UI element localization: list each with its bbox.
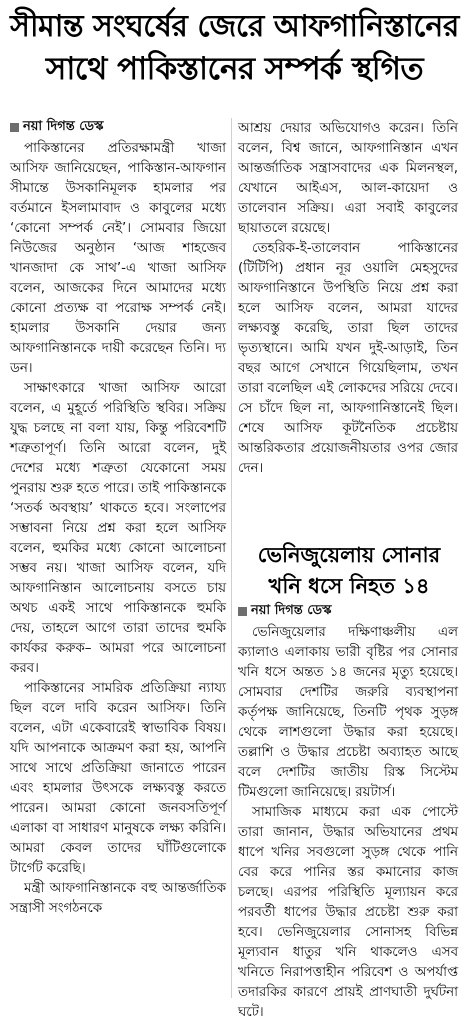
story1-byline	[10, 118, 226, 136]
byline-square-icon	[238, 607, 247, 616]
story2-byline-text: নয়া দিগন্ত ডেস্ক	[251, 603, 332, 618]
story2-byline	[238, 602, 458, 620]
main-headline-line2: সাথে পাকিস্তানের সম্পর্ক স্থগিত	[45, 51, 424, 87]
story2-headline-line1: ভেনিজুয়েলায় সোনার	[257, 543, 441, 567]
story1-paragraph: মন্ত্রী আফগানিস্তানকে বহু আন্তর্জাতিক সন্ত্রাসী সংগঠনকে	[10, 880, 226, 916]
story1-paragraph: পাকিস্তানের প্রতিরক্ষামন্ত্রী খাজা আসিফ জানিয়েছেন, পাকিস্তান-আফগান সীমান্তে উসকানিমূলক হামলার পর বর্তমানে ইসলামাবাদ ও কাবুলের মধ্যে ‘কোনো সম্পর্ক নেই’। সোমবার জিয়ো নিউজের অনুষ্ঠান ‘আজ শাহজেব খানজাদা কে সাথ’-এ খাজা আসিফ বলেন, আজকের দিনে আমাদের মধ্যে কোনো প্রত্যক্ষ বা পরোক্ষ সম্পর্ক নেই। হামলার উসকানি দেয়ার জন্য আফগানিস্তানকে দায়ী করেছেন তিনি। দ্য ডন।	[10, 140, 226, 376]
story2-paragraph: সামাজিক মাধ্যমে করা এক পোস্টে তারা জানান, উদ্ধার অভিযানের প্রথম ধাপে খনির সবগুলো সুড়ঙ্গ থেকে পানি বের করে পানির স্তর কমানোর কাজ চলছে। এরপর পরিস্থিতি মূল্যায়ন করে পরবর্তী ধাপের উদ্ধার প্রচেষ্টা শুরু করা হবে। ভেনিজুয়েলার সোনাসহ বিভিন্ন মূল্যবান ধাতুর খনি থাকলেও এসব খনিতে নিরাপত্তাহীন পরিবেশ ও অপর্যাপ্ত তদারকির কারণে প্রায়ই প্রাণঘাতী দুর্ঘটনা ঘটে।	[238, 804, 458, 1020]
story2-paragraph: ভেনিজুয়েলার দক্ষিণাঞ্চলীয় এল ক্যালাও এলাকায় ভারী বৃষ্টির পর সোনার খনি ধসে অন্তত ১৪ জনের মৃত্যু হয়েছে। সোমবার দেশটির জরুরি ব্যবস্থাপনা কর্তৃপক্ষ জানিয়েছে, তিনটি পৃথক সুড়ঙ্গ থেকে লাশগুলো উদ্ধার করা হয়েছে। তল্লাশি ও উদ্ধার প্রচেষ্টা অব্যাহত আছে বলে দেশটির জাতীয় রিস্ক সিস্টেম টিমগুলো জানিয়েছে। রয়টার্স।	[238, 624, 458, 800]
story2-headline-line2: খনি ধসে নিহত ১৪	[268, 574, 430, 598]
main-headline-line1: সীমান্ত সংঘর্ষের জেরে আফগানিস্তানের	[10, 9, 459, 44]
main-headline	[0, 6, 469, 90]
story2-body	[238, 602, 458, 1022]
story1-byline-text: নয়া দিগন্ত ডেস্ক	[23, 119, 104, 134]
story2-headline	[238, 540, 460, 602]
byline-square-icon	[10, 123, 19, 132]
story1-left-column	[10, 118, 226, 918]
column-divider	[231, 118, 232, 998]
story1-paragraph: তেহরিক-ই-তালেবান পাকিস্তানের (টিটিপি) প্রধান নূর ওয়ালি মেহসুদের আফগানিস্তানে উপস্থিতি নিয়ে প্রশ্ন করা হলে আসিফ বলেন, আমরা যাদের লক্ষ্যবস্তু করেছি, তারা ছিল তাদের ভৃত্যস্থানে। আমি যখন দুই-আড়াই, তিন বছর আগে সেখানে গিয়েছিলাম, তখন তারা বলেছিল এই লোকদের সরিয়ে দেবে। সে চাঁদে ছিল না, আফগানিস্তানেই ছিল। শেষে আসিফ কূটনৈতিক প্রচেষ্টায় আন্তরিকতার প্রয়োজনীয়তার ওপর জোর দেন।	[238, 240, 458, 476]
story1-paragraph: সাক্ষাৎকারে খাজা আসিফ আরো বলেন, এ মুহূর্তে পরিস্থিতি স্থবির। সক্রিয় যুদ্ধ চলছে না বলা যায়, কিন্তু পরিবেশটি শত্রুতাপূর্ণ। তিনি আরো বলেন, দুই দেশের মধ্যে শত্রুতা যেকোনো সময় পুনরায় শুরু হতে পারে। তাই পাকিস্তানকে ‘সতর্ক অবস্থায়’ থাকতে হবে। সংলাপের সম্ভাবনা নিয়ে প্রশ্ন করা হলে আসিফ বলেন, হুমকির মধ্যে কোনো আলোচনা সম্ভব নয়। খাজা আসিফ বলেন, যদি আফগানিস্তান আলোচনায় বসতে চায় অথচ একই সাথে পাকিস্তানকে হুমকি দেয়, তাহলে আগে তারা তাদের হুমকি কার্যকর করুক– আমরা পরে আলোচনা করব।	[10, 380, 226, 676]
story1-paragraph: আশ্রয় দেয়ার অভিযোগও করেন। তিনি বলেন, বিশ্ব জানে, আফগানিস্তান এখন আন্তর্জাতিক সন্ত্রাসবাদের এক মিলনস্থল, যেখানে আইএস, আল-কায়েদা ও তালেবান সক্রিয়। এরা সবাই কাবুলের ছায়াতলে রয়েছে।	[238, 120, 458, 236]
story1-paragraph: পাকিস্তানের সামরিক প্রতিক্রিয়া ন্যায্য ছিল বলে দাবি করেন আসিফ। তিনি বলেন, এটা একেবারেই স্বাভাবিক বিষয়। যদি আপনাকে আক্রমণ করা হয়, আপনি সাথে সাথে প্রতিক্রিয়া জানাতে পারেন এবং হামলার উৎসকে লক্ষ্যবস্তু করতে পারেন। আমরা কোনো জনবসতিপূর্ণ এলাকা বা সাধারণ মানুষকে লক্ষ্য করিনি। আমরা কেবল তাদের ঘাঁটিগুলোকে টার্গেট করেছি।	[10, 680, 226, 876]
story1-right-column	[238, 118, 458, 478]
